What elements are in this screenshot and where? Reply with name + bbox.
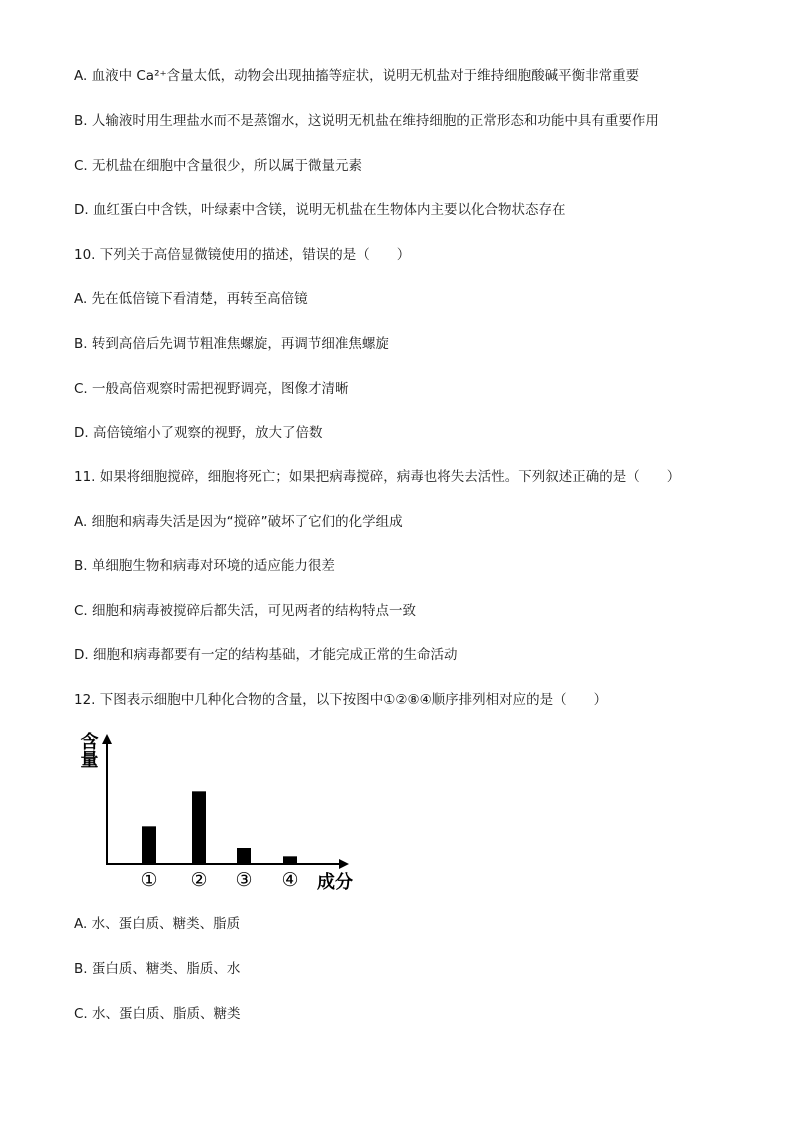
q9-option-c: C. 无机盐在细胞中含量很少，所以属于微量元素 bbox=[74, 158, 363, 174]
bar-3 bbox=[237, 848, 251, 863]
q10-option-d: D. 高倍镜缩小了观察的视野，放大了倍数 bbox=[74, 425, 323, 441]
q10-option-a: A. 先在低倍镜下看清楚，再转至高倍镜 bbox=[74, 291, 308, 307]
q11-option-c: C. 细胞和病毒被搅碎后都失活，可见两者的结构特点一致 bbox=[74, 603, 417, 619]
q10-option-c: C. 一般高倍观察时需把视野调亮，图像才清晰 bbox=[74, 381, 349, 397]
q10-stem: 10. 下列关于高倍显微镜使用的描述，错误的是（ ） bbox=[74, 247, 411, 263]
q12-option-b: B. 蛋白质、糖类、脂质、水 bbox=[74, 961, 241, 977]
q11-option-b: B. 单细胞生物和病毒对环境的适应能力很差 bbox=[74, 558, 335, 574]
q9-option-d: D. 血红蛋白中含铁，叶绿素中含镁，说明无机盐在生物体内主要以化合物状态存在 bbox=[74, 202, 566, 218]
category-label-4: ④ bbox=[281, 869, 299, 891]
category-label-2: ② bbox=[190, 869, 208, 891]
q12-stem: 12. 下图表示细胞中几种化合物的含量，以下按图中①②⑧④顺序排列相对应的是（ ） bbox=[74, 692, 608, 708]
category-label-3: ③ bbox=[235, 869, 253, 891]
bar-1 bbox=[142, 826, 156, 863]
q11-stem: 11. 如果将细胞搅碎，细胞将死亡；如果把病毒搅碎，病毒也将失去活性。下列叙述正确的是（ ） bbox=[74, 469, 681, 485]
y-axis-label: 含量 bbox=[77, 732, 99, 768]
x-axis-label: 成分 bbox=[317, 872, 353, 893]
q12-option-c: C. 水、蛋白质、脂质、糖类 bbox=[74, 1006, 241, 1022]
compound-content-chart bbox=[72, 728, 372, 898]
q11-option-a: A. 细胞和病毒失活是因为“搅碎”破坏了它们的化学组成 bbox=[74, 514, 403, 530]
q10-option-b: B. 转到高倍后先调节粗准焦螺旋，再调节细准焦螺旋 bbox=[74, 336, 389, 352]
bar-4 bbox=[283, 856, 297, 863]
q9-option-b: B. 人输液时用生理盐水而不是蒸馏水，这说明无机盐在维持细胞的正常形态和功能中具有重要作用 bbox=[74, 113, 659, 129]
q11-option-d: D. 细胞和病毒都要有一定的结构基础，才能完成正常的生命活动 bbox=[74, 647, 458, 663]
q12-option-a: A. 水、蛋白质、糖类、脂质 bbox=[74, 916, 241, 932]
category-label-1: ① bbox=[140, 869, 158, 891]
bar-2 bbox=[192, 791, 206, 863]
q9-option-a: A. 血液中 Ca²⁺含量太低，动物会出现抽搐等症状，说明无机盐对于维持细胞酸碱平衡非常重要 bbox=[74, 68, 640, 84]
